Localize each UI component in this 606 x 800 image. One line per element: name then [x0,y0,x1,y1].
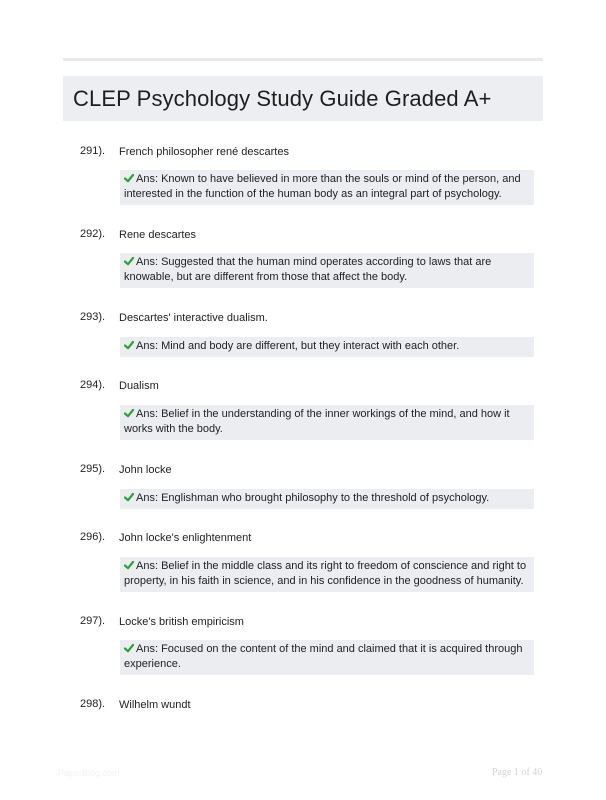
question-text: Dualism [119,380,159,392]
answer-box [120,489,534,509]
qa-item [80,698,540,714]
check-icon [124,492,134,502]
qa-item [80,228,540,283]
qa-item [80,145,540,200]
question-number: 294). [80,379,106,391]
page-number: Page 1 of 40 [492,767,543,778]
qa-item [80,531,540,587]
page-title: CLEP Psychology Study Guide Graded A+ [73,85,492,111]
answer-box [120,405,534,440]
question-text: Descartes' interactive dualism. [119,312,268,324]
check-icon [124,560,134,570]
answer-text: Ans: Englishman who brought philosophy to the threshold of psychology. [136,492,490,504]
qa-item [80,615,540,670]
question-number: 296). [80,531,106,543]
answer-text: Ans: Suggested that the human mind operates according to laws that are knowable, but are different from those that affect the body. [124,256,492,283]
check-icon [124,408,134,418]
footer-source: PaperBlog.com [58,768,120,778]
check-icon [124,643,134,653]
answer-box [120,253,534,288]
question-text: Wilhelm wundt [119,699,191,711]
question-number: 297). [80,615,106,627]
qa-item [80,463,540,504]
answer-text: Ans: Mind and body are different, but they interact with each other. [136,340,460,352]
question-number: 292). [80,228,106,240]
question-text: Locke's british empiricism [119,616,244,628]
answer-box [120,640,534,675]
question-number: 295). [80,463,106,475]
question-number: 293). [80,311,106,323]
answer-box [120,337,534,357]
check-icon [124,256,134,266]
answer-text: Ans: Belief in the middle class and its right to freedom of conscience and right to property, in his faith in science, and in his confidence in the goodness of humanity. [124,560,527,587]
check-icon [124,340,134,350]
qa-item [80,379,540,435]
title-banner [63,76,543,121]
answer-text: Ans: Focused on the content of the mind and claimed that it is acquired through experience. [124,643,523,670]
answer-text: Ans: Belief in the understanding of the inner workings of the mind, and how it works with the body. [124,408,510,435]
check-icon [124,173,134,183]
answer-text: Ans: Known to have believed in more than the souls or mind of the person, and interested in the function of the human body as an integral part of psychology. [124,173,521,200]
answer-box [120,170,534,205]
question-text: John locke [119,464,172,476]
question-number: 291). [80,145,106,157]
question-number: 298). [80,698,106,710]
answer-box [120,557,534,592]
question-text: John locke's enlightenment [119,532,252,544]
qa-item [80,311,540,352]
question-text: French philosopher rené descartes [119,146,289,158]
top-divider [63,58,543,61]
question-text: Rene descartes [119,229,197,241]
